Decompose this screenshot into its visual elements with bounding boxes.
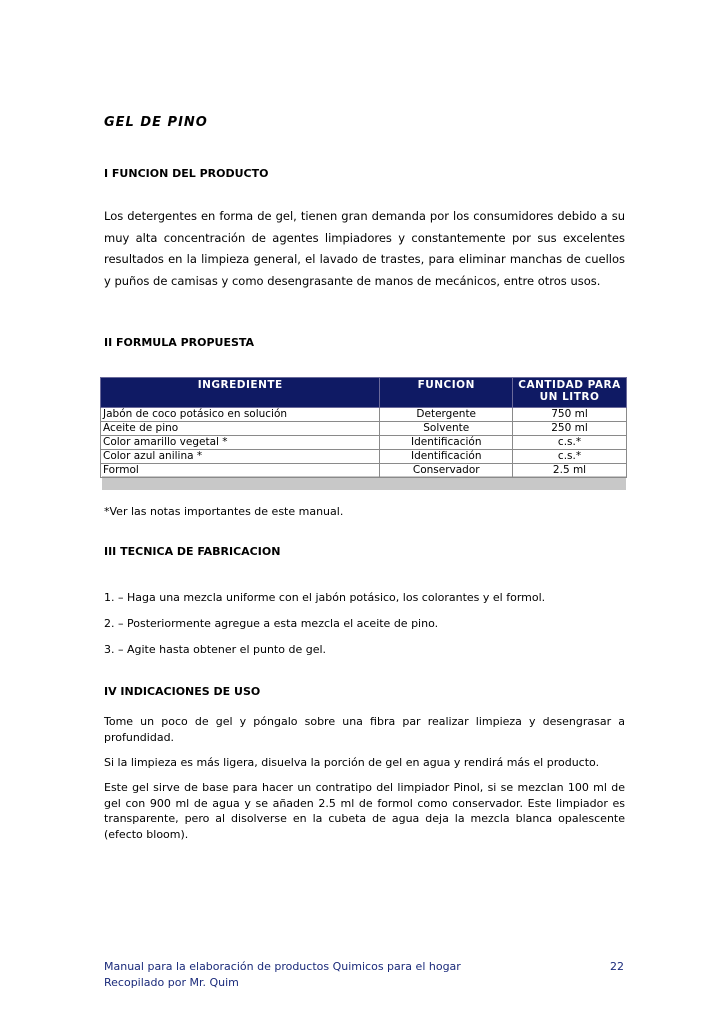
- cell-function: Identificación: [380, 436, 513, 450]
- cell-ingredient: Jabón de coco potásico en solución: [101, 408, 380, 422]
- cell-quantity: 250 ml: [513, 422, 627, 436]
- cell-function: Conservador: [380, 464, 513, 478]
- page-number: 22: [610, 960, 624, 973]
- formula-table-container: [100, 377, 626, 490]
- cell-ingredient: Formol: [101, 464, 380, 478]
- cell-ingredient: Color azul anilina *: [101, 450, 380, 464]
- footer-title: Manual para la elaboración de productos Quimicos para el hogar: [104, 960, 461, 973]
- cell-quantity: 2.5 ml: [513, 464, 627, 478]
- section-heading-funcion: I FUNCION DEL PRODUCTO: [104, 167, 269, 180]
- section-heading-indicaciones: IV INDICACIONES DE USO: [104, 685, 261, 698]
- intro-paragraph: Los detergentes en forma de gel, tienen gran demanda por los consumidores debido a su muy alta concentración de agentes limpiadores y constantemente por sus excelentes resultados en la limpieza general, el lavado de trastes, para eliminar manchas de cuellos y puños de camisas y como desengrasante de manos de mecánicos, entre otros usos.: [104, 209, 625, 288]
- footnote: *Ver las notas importantes de este manual.: [104, 505, 344, 518]
- cell-function: Solvente: [380, 422, 513, 436]
- table-row: [101, 436, 627, 450]
- cell-ingredient: Aceite de pino: [101, 422, 380, 436]
- usage-paragraph-2: Si la limpieza es más ligera, disuelva la porción de gel en agua y rendirá más el producto.: [104, 756, 600, 769]
- usage-paragraph-3: Este gel sirve de base para hacer un contratipo del limpiador Pinol, si se mezclan 100 ml de gel con 900 ml de agua y se añaden 2.5 ml de formol como conservador. Este limpiador es transparente, pero al disolverse en la cubeta de agua deja la mezcla blanca opalescente (efecto bloom).: [104, 781, 625, 841]
- cell-quantity: c.s.*: [513, 436, 627, 450]
- table-row: [101, 422, 627, 436]
- section-heading-formula: II FORMULA PROPUESTA: [104, 336, 255, 349]
- step-1: 1. – Haga una mezcla uniforme con el jabón potásico, los colorantes y el formol.: [104, 591, 546, 604]
- section-heading-tecnica: III TECNICA DE FABRICACION: [104, 545, 281, 558]
- header-ingrediente: INGREDIENTE: [101, 378, 380, 408]
- usage-paragraph-1: Tome un poco de gel y póngalo sobre una fibra par realizar limpieza y desengrasar a profundidad.: [104, 715, 625, 744]
- cell-quantity: c.s.*: [513, 450, 627, 464]
- step-2: 2. – Posteriormente agregue a esta mezcla el aceite de pino.: [104, 617, 439, 630]
- header-cantidad: CANTIDAD PARA UN LITRO: [513, 378, 627, 408]
- footer-author: Recopilado por Mr. Quim: [104, 976, 239, 989]
- table-row: [101, 464, 627, 478]
- header-funcion: FUNCION: [380, 378, 513, 408]
- cell-ingredient: Color amarillo vegetal *: [101, 436, 380, 450]
- document-title: GEL DE PINO: [104, 115, 208, 130]
- formula-table: [100, 377, 627, 478]
- cell-function: Detergente: [380, 408, 513, 422]
- table-row: [101, 450, 627, 464]
- table-shadow: [102, 476, 626, 490]
- cell-quantity: 750 ml: [513, 408, 627, 422]
- table-row: [101, 408, 627, 422]
- cell-function: Identificación: [380, 450, 513, 464]
- table-header-row: [101, 378, 627, 408]
- step-3: 3. – Agite hasta obtener el punto de gel.: [104, 643, 327, 656]
